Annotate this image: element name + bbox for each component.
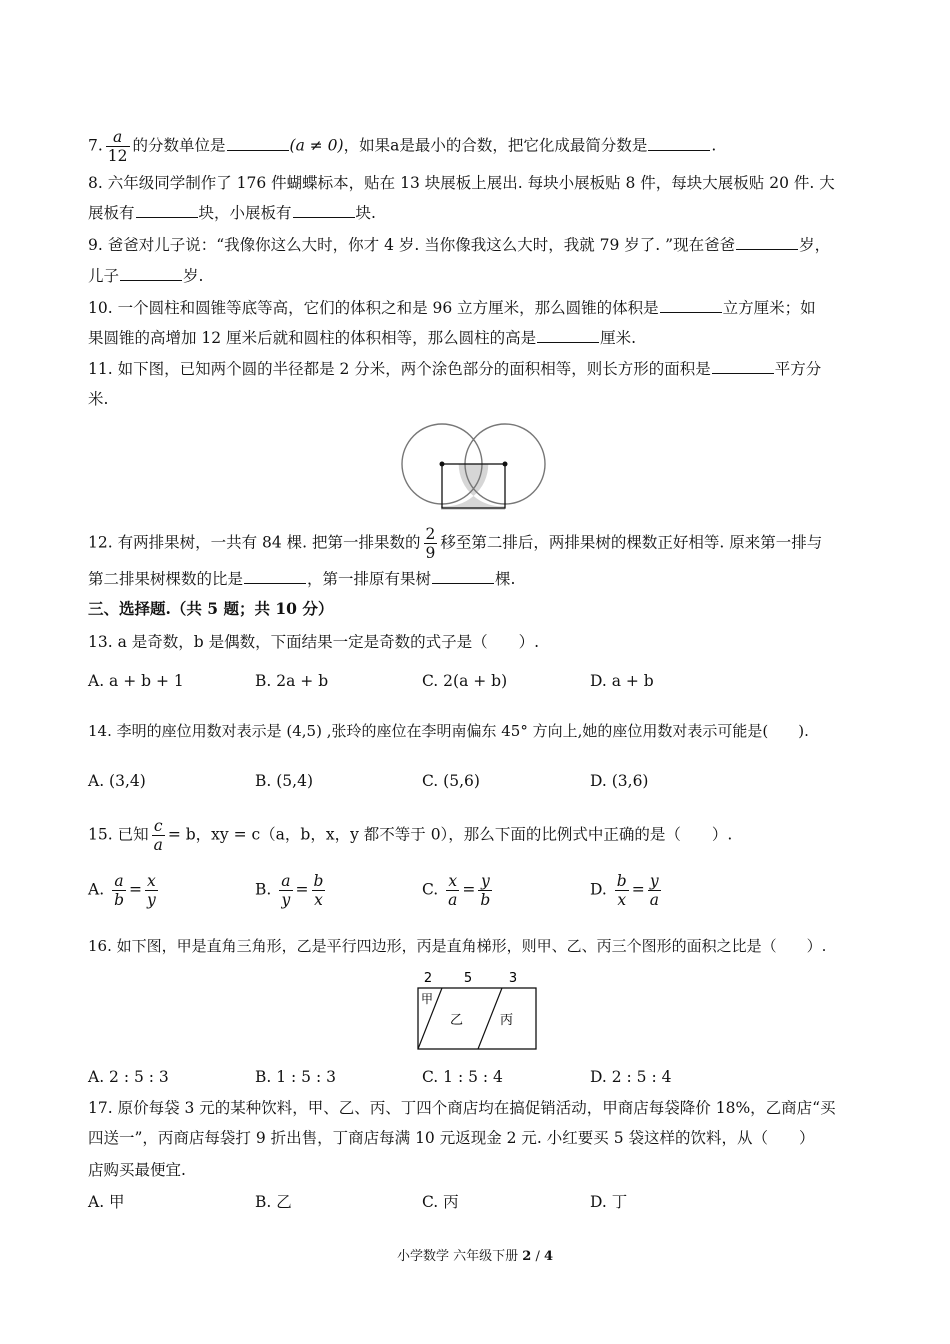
option-c[interactable]: C. 2(a + b) (422, 672, 508, 690)
question-12-line-1: 12. 有两排果树，一共有 84 棵. 把第一排果数的 $\frac{2}{9}$ 移至第二排后，两排果树的棵数正好相等. 原来第一排与 (88, 525, 823, 562)
answer-blank[interactable] (660, 296, 722, 313)
option-b[interactable]: B. 1 : 5 : 3 (255, 1068, 336, 1086)
outer-rectangle (418, 988, 536, 1049)
fraction: $\frac{y}{b}$ (480, 872, 491, 909)
fraction: $\frac{x}{a}$ (448, 872, 458, 909)
question-16-stem: 16. 如下图，甲是直角三角形，乙是平行四边形，丙是直角梯形，则甲、乙、丙三个图形的面积之比是（ ）. (88, 937, 827, 955)
option-a[interactable]: A. 2 : 5 : 3 (88, 1068, 169, 1086)
option-b[interactable]: B. $\frac{a}{y}$ = $\frac{b}{x}$ (255, 872, 324, 909)
question-17-line-3: 店购买最便宜. (88, 1161, 186, 1179)
question-11-line-2: 米. (88, 390, 109, 408)
option-b[interactable]: B. 乙 (255, 1193, 292, 1211)
option-d[interactable]: D. (3,6) (590, 772, 649, 790)
fraction: $\frac{y}{a}$ (649, 872, 659, 909)
question-13-stem: 13. a 是奇数，b 是偶数，下面结果一定是奇数的式子是（ ）. (88, 633, 540, 651)
section-heading: 三、选择题.（共 5 题；共 10 分） (88, 599, 334, 618)
answer-blank[interactable] (120, 264, 182, 281)
fraction: $\frac{a}{b}$ (114, 872, 124, 909)
answer-blank[interactable] (227, 134, 289, 151)
question-14-stem: 14. 李明的座位用数对表示是 (4,5) ,张玲的座位在李明南偏东 45° 方向上,她的座位用数对表示可能是( ). (88, 722, 809, 740)
page-total: 4 (543, 1249, 554, 1264)
top-label-1: 2 (423, 971, 433, 986)
fraction: $\frac{x}{y}$ (147, 872, 156, 909)
two-circles-figure (400, 418, 552, 510)
option-a[interactable]: A. a + b + 1 (88, 672, 184, 690)
option-c[interactable]: C. 1 : 5 : 4 (422, 1068, 503, 1086)
fraction: $\frac{c}{a}$ (153, 817, 163, 854)
question-15-stem: 15. 已知 $\frac{c}{a}$ = b，xy = c（a，b，x，y 都不等于 0），那么下面的比例式中正确的是（ ）. (88, 817, 733, 854)
answer-blank[interactable] (136, 201, 198, 218)
option-a[interactable]: A. 甲 (88, 1193, 125, 1211)
question-17-line-2: 四送一”，丙商店每袋打 9 折出售，丁商店每满 10 元返现金 2 元. 小红要买 5 袋这样的饮料，从（ ） (88, 1129, 815, 1147)
question-8-line-2: 展板有 块，小展板有 块. (88, 201, 866, 224)
label-jia: 甲 (421, 992, 434, 1006)
fraction: $\frac{b}{x}$ (616, 872, 627, 909)
question-10-line-1: 10. 一个圆柱和圆锥等底等高，它们的体积之和是 96 立方厘米，那么圆锥的体积是 立方厘米；如 (88, 296, 866, 319)
answer-blank[interactable] (537, 326, 599, 343)
answer-blank[interactable] (712, 357, 774, 374)
answer-blank[interactable] (736, 233, 798, 250)
answer-blank[interactable] (648, 134, 710, 151)
page-number: 2 (522, 1249, 532, 1264)
answer-blank[interactable] (244, 567, 306, 584)
option-b[interactable]: B. 2a + b (255, 672, 329, 690)
question-9-line-1: 9. 爸爸对儿子说：“我像你这么大时，你才 4 岁. 当你像我这么大时，我就 79 岁了. ”现在爸爸 岁， (88, 233, 866, 256)
question-11-line-1: 11. 如下图，已知两个圆的半径都是 2 分米，两个涂色部分的面积相等，则长方形的面积是 平方分 (88, 357, 866, 380)
question-10-line-2: 果圆锥的高增加 12 厘米后就和圆柱的体积相等，那么圆柱的高是 厘米. (88, 326, 866, 349)
option-a[interactable]: A. $\frac{a}{b}$ = $\frac{x}{y}$ (88, 872, 156, 909)
option-c[interactable]: C. 丙 (422, 1193, 459, 1211)
page-footer: 小学数学 六年级下册 2 / 4 (396, 1249, 554, 1264)
shapes-figure (412, 966, 542, 1054)
label-yi: 乙 (450, 1013, 464, 1028)
question-8-line-1: 8. 六年级同学制作了 176 件蝴蝶标本，贴在 13 块展板上展出. 每块小展板贴 8 件，每块大展板贴 20 件. 大 (88, 174, 835, 192)
question-9-line-2: 儿子 岁. (88, 264, 866, 287)
question-12-line-2: 第二排果树棵数的比是 ，第一排原有果树 棵. (88, 567, 866, 590)
option-d[interactable]: D. $\frac{b}{x}$ = $\frac{y}{a}$ (590, 872, 659, 909)
option-a[interactable]: A. (3,4) (88, 772, 146, 790)
option-b[interactable]: B. (5,4) (255, 772, 313, 790)
fraction: $\frac{2}{9}$ (425, 525, 436, 562)
right-center-dot (503, 462, 508, 467)
option-d[interactable]: D. a + b (590, 672, 654, 690)
divider-2 (478, 988, 502, 1049)
answer-blank[interactable] (293, 201, 355, 218)
answer-blank[interactable] (432, 567, 494, 584)
fraction: $\frac{a}{12}$ (107, 128, 128, 165)
option-d[interactable]: D. 丁 (590, 1193, 628, 1211)
question-17-line-1: 17. 原价每袋 3 元的某种饮料，甲、乙、丙、丁四个商店均在搞促销活动，甲商店每袋降价 18%，乙商店“买 (88, 1099, 836, 1117)
option-c[interactable]: C. $\frac{x}{a}$ = $\frac{y}{b}$ (422, 872, 491, 909)
top-label-2: 5 (463, 971, 473, 986)
left-center-dot (440, 462, 445, 467)
question-7: 7. $\frac{a}{12}$ 的分数单位是 (a ≠ 0)，如果a是最小的合数，把它化成最简分数是 . (88, 128, 717, 165)
label-bing: 丙 (500, 1013, 514, 1028)
fraction: $\frac{b}{x}$ (313, 872, 324, 909)
top-label-3: 3 (508, 971, 518, 986)
option-c[interactable]: C. (5,6) (422, 772, 480, 790)
option-d[interactable]: D. 2 : 5 : 4 (590, 1068, 672, 1086)
fraction: $\frac{a}{y}$ (281, 872, 291, 909)
